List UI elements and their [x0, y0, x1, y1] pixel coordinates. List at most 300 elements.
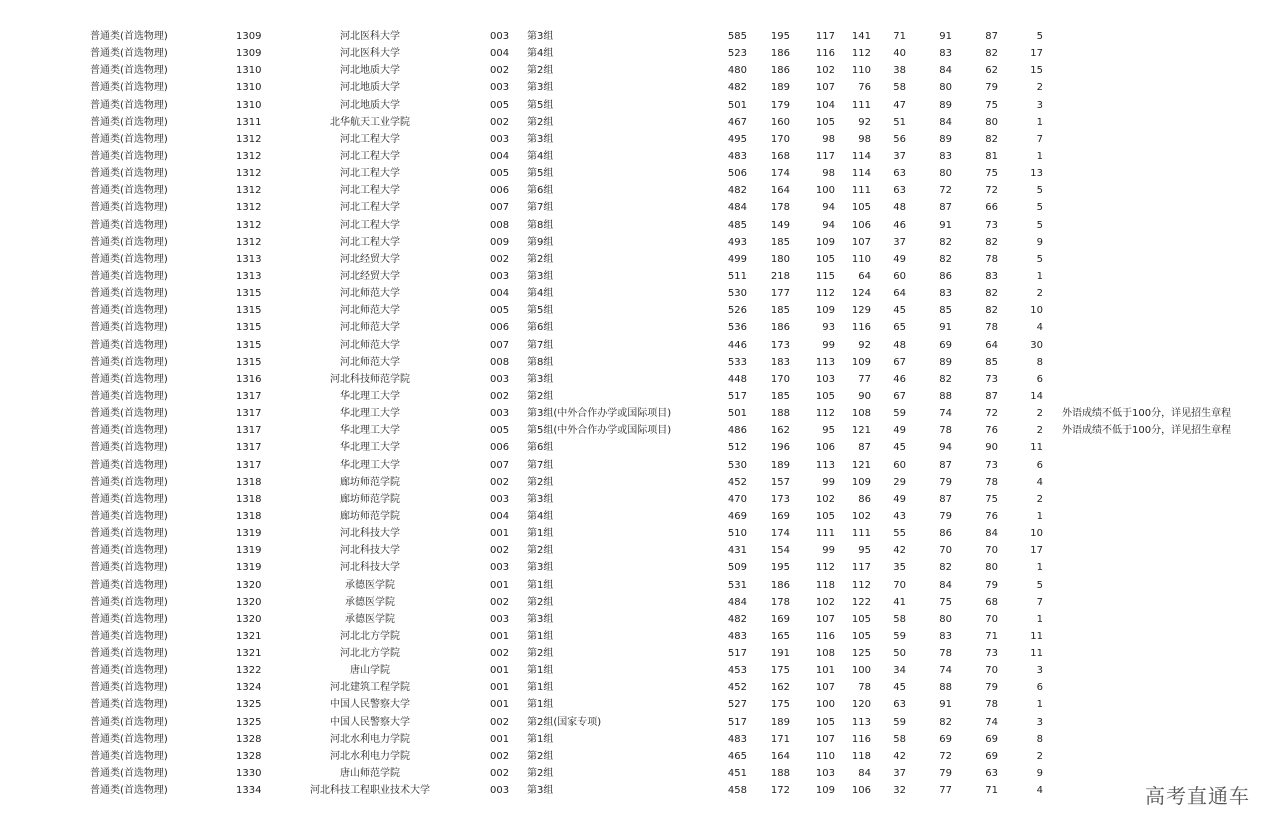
score-cell-3: 99	[822, 476, 835, 488]
count-cell: 4	[1036, 476, 1043, 488]
school-code-cell: 1312	[236, 236, 262, 248]
group-name-cell: 第6组	[527, 322, 554, 334]
count-cell: 11	[1030, 442, 1043, 454]
school-name-cell: 河北科技师范学院	[330, 373, 410, 385]
table-row	[0, 337, 1280, 354]
score-cell-7: 90	[985, 442, 998, 454]
school-name-cell: 河北科技大学	[340, 562, 400, 574]
score-cell-7: 73	[985, 219, 998, 231]
score-cell-3: 104	[815, 99, 835, 111]
group-code-cell: 003	[490, 31, 510, 42]
category-cell: 普通类(首选物理)	[90, 116, 168, 128]
school-name-cell: 河北工程大学	[340, 236, 400, 248]
score-cell-7: 79	[985, 82, 998, 94]
score-cell-6: 77	[939, 785, 952, 797]
score-cell-3: 115	[815, 270, 835, 282]
score-cell-5: 34	[893, 665, 906, 677]
school-name-cell: 河北工程大学	[340, 150, 400, 162]
score-cell-5: 41	[893, 596, 906, 608]
school-code-cell: 1315	[236, 356, 262, 368]
score-cell-5: 63	[893, 699, 906, 711]
score-cell-3: 102	[815, 65, 835, 77]
score-cell-4: 64	[858, 270, 871, 282]
total-score-cell: 506	[727, 168, 747, 180]
school-name-cell: 河北师范大学	[340, 288, 400, 300]
school-code-cell: 1317	[236, 425, 262, 437]
category-cell: 普通类(首选物理)	[90, 562, 168, 574]
score-cell-6: 87	[939, 202, 952, 214]
group-name-cell: 第2组	[527, 545, 554, 557]
school-name-cell: 河北水利电力学院	[330, 750, 410, 762]
total-score-cell: 495	[727, 133, 747, 145]
chinese-math-score-cell: 169	[770, 510, 790, 522]
group-code-cell: 003	[490, 613, 510, 625]
chinese-math-score-cell: 173	[770, 493, 790, 505]
category-cell: 普通类(首选物理)	[90, 596, 168, 608]
school-name-cell: 华北理工大学	[340, 390, 400, 402]
school-code-cell: 1318	[236, 510, 262, 522]
score-cell-5: 32	[893, 785, 906, 797]
total-score-cell: 482	[727, 613, 747, 625]
score-cell-7: 82	[985, 133, 998, 145]
group-code-cell: 002	[490, 768, 510, 780]
group-code-cell: 002	[490, 648, 510, 660]
school-name-cell: 河北师范大学	[340, 305, 400, 317]
table-row	[0, 62, 1280, 79]
group-code-cell: 001	[490, 579, 510, 591]
school-name-cell: 河北工程大学	[340, 202, 400, 214]
school-code-cell: 1310	[236, 99, 262, 111]
score-cell-3: 94	[822, 219, 835, 231]
score-cell-5: 51	[893, 116, 906, 128]
score-cell-4: 110	[851, 65, 871, 77]
score-cell-6: 89	[939, 356, 952, 368]
count-cell: 2	[1036, 288, 1043, 300]
table-row	[0, 748, 1280, 765]
score-cell-4: 111	[851, 99, 871, 111]
group-name-cell: 第7组	[527, 459, 554, 471]
school-name-cell: 河北工程大学	[340, 168, 400, 180]
school-name-cell: 河北科技工程职业技术大学	[310, 785, 430, 797]
school-name-cell: 河北地质大学	[340, 82, 400, 94]
total-score-cell: 480	[727, 65, 747, 77]
school-name-cell: 廊坊师范学院	[340, 493, 400, 505]
school-code-cell: 1320	[236, 613, 262, 625]
score-cell-5: 45	[893, 305, 906, 317]
total-score-cell: 509	[727, 562, 747, 574]
group-name-cell: 第1组	[527, 630, 554, 642]
category-cell: 普通类(首选物理)	[90, 768, 168, 780]
group-code-cell: 009	[490, 236, 510, 248]
school-code-cell: 1328	[236, 750, 262, 762]
group-code-cell: 006	[490, 442, 510, 454]
score-cell-3: 113	[815, 356, 835, 368]
table-row	[0, 525, 1280, 542]
total-score-cell: 501	[727, 99, 747, 111]
count-cell: 30	[1030, 339, 1043, 351]
score-cell-6: 84	[939, 65, 952, 77]
score-cell-3: 103	[815, 373, 835, 385]
score-cell-5: 49	[893, 493, 906, 505]
table-row	[0, 234, 1280, 251]
group-code-cell: 001	[490, 682, 510, 694]
total-score-cell: 483	[727, 733, 747, 745]
group-code-cell: 003	[490, 562, 510, 574]
group-name-cell: 第1组	[527, 579, 554, 591]
category-cell: 普通类(首选物理)	[90, 150, 168, 162]
count-cell: 17	[1030, 545, 1043, 557]
score-cell-5: 42	[893, 750, 906, 762]
school-code-cell: 1311	[236, 116, 262, 128]
count-cell: 17	[1030, 48, 1043, 60]
score-cell-7: 75	[985, 168, 998, 180]
score-cell-4: 106	[851, 219, 871, 231]
score-cell-7: 82	[985, 288, 998, 300]
school-code-cell: 1312	[236, 185, 262, 197]
score-cell-5: 64	[893, 288, 906, 300]
score-cell-3: 107	[815, 613, 835, 625]
total-score-cell: 470	[727, 493, 747, 505]
score-cell-4: 112	[851, 48, 871, 60]
score-cell-7: 73	[985, 648, 998, 660]
score-cell-3: 116	[815, 48, 835, 60]
school-code-cell: 1334	[236, 785, 262, 797]
table-row	[0, 559, 1280, 576]
school-code-cell: 1324	[236, 682, 262, 694]
score-cell-5: 35	[893, 562, 906, 574]
group-name-cell: 第5组	[527, 305, 554, 317]
group-name-cell: 第4组	[527, 150, 554, 162]
chinese-math-score-cell: 185	[770, 305, 790, 317]
score-cell-7: 78	[985, 253, 998, 265]
category-cell: 普通类(首选物理)	[90, 168, 168, 180]
score-cell-3: 112	[815, 408, 835, 420]
score-cell-3: 105	[815, 510, 835, 522]
score-cell-4: 102	[851, 510, 871, 522]
score-cell-7: 76	[985, 510, 998, 522]
group-code-cell: 003	[490, 493, 510, 505]
score-cell-4: 109	[851, 476, 871, 488]
count-cell: 8	[1036, 356, 1043, 368]
count-cell: 3	[1036, 665, 1043, 677]
score-cell-4: 78	[858, 682, 871, 694]
chinese-math-score-cell: 157	[770, 476, 790, 488]
score-cell-3: 105	[815, 253, 835, 265]
school-code-cell: 1315	[236, 288, 262, 300]
table-row	[0, 371, 1280, 388]
category-cell: 普通类(首选物理)	[90, 665, 168, 677]
score-cell-7: 73	[985, 459, 998, 471]
score-cell-5: 55	[893, 528, 906, 540]
chinese-math-score-cell: 180	[770, 253, 790, 265]
school-name-cell: 河北工程大学	[340, 185, 400, 197]
score-cell-6: 82	[939, 373, 952, 385]
score-cell-5: 49	[893, 425, 906, 437]
total-score-cell: 446	[727, 339, 747, 351]
score-cell-3: 111	[815, 528, 835, 540]
table-row	[0, 182, 1280, 199]
score-cell-5: 58	[893, 613, 906, 625]
group-code-cell: 002	[490, 750, 510, 762]
group-code-cell: 002	[490, 253, 510, 265]
score-cell-4: 95	[858, 545, 871, 557]
school-name-cell: 唐山学院	[350, 665, 390, 677]
school-code-cell: 1315	[236, 322, 262, 334]
score-cell-7: 82	[985, 305, 998, 317]
count-cell: 5	[1036, 202, 1043, 214]
count-cell: 1	[1036, 150, 1043, 162]
score-cell-4: 105	[851, 202, 871, 214]
score-cell-3: 105	[815, 116, 835, 128]
table-row	[0, 28, 1280, 45]
count-cell: 7	[1036, 596, 1043, 608]
group-name-cell: 第1组	[527, 682, 554, 694]
school-code-cell: 1319	[236, 528, 262, 540]
score-cell-6: 86	[939, 528, 952, 540]
score-cell-3: 107	[815, 682, 835, 694]
table-row	[0, 679, 1280, 696]
score-cell-7: 81	[985, 150, 998, 162]
score-cell-7: 69	[985, 750, 998, 762]
group-code-cell: 005	[490, 168, 510, 180]
table-row	[0, 714, 1280, 731]
chinese-math-score-cell: 186	[770, 65, 790, 77]
school-name-cell: 河北水利电力学院	[330, 733, 410, 745]
count-cell: 14	[1030, 390, 1043, 402]
score-cell-4: 92	[858, 116, 871, 128]
category-cell: 普通类(首选物理)	[90, 528, 168, 540]
score-cell-4: 87	[858, 442, 871, 454]
school-name-cell: 承德医学院	[345, 613, 395, 625]
count-cell: 15	[1030, 65, 1043, 77]
score-cell-3: 109	[815, 305, 835, 317]
total-score-cell: 501	[727, 408, 747, 420]
score-cell-7: 70	[985, 613, 998, 625]
chinese-math-score-cell: 160	[770, 116, 790, 128]
count-cell: 2	[1036, 750, 1043, 762]
score-cell-3: 117	[815, 31, 835, 42]
score-cell-4: 77	[858, 373, 871, 385]
score-cell-4: 124	[851, 288, 871, 300]
table-row	[0, 611, 1280, 628]
score-cell-7: 71	[985, 785, 998, 797]
group-name-cell: 第2组	[527, 768, 554, 780]
total-score-cell: 467	[727, 116, 747, 128]
score-cell-5: 58	[893, 733, 906, 745]
group-code-cell: 003	[490, 133, 510, 145]
score-cell-6: 82	[939, 716, 952, 728]
score-cell-4: 117	[851, 562, 871, 574]
score-cell-4: 112	[851, 579, 871, 591]
category-cell: 普通类(首选物理)	[90, 270, 168, 282]
note-cell: 外语成绩不低于100分，详见招生章程	[1062, 425, 1232, 437]
school-name-cell: 华北理工大学	[340, 459, 400, 471]
chinese-math-score-cell: 186	[770, 579, 790, 591]
chinese-math-score-cell: 164	[770, 185, 790, 197]
total-score-cell: 452	[727, 476, 747, 488]
category-cell: 普通类(首选物理)	[90, 339, 168, 351]
table-row	[0, 594, 1280, 611]
group-name-cell: 第9组	[527, 236, 554, 248]
table-row	[0, 165, 1280, 182]
score-cell-6: 91	[939, 31, 952, 42]
score-cell-5: 58	[893, 82, 906, 94]
score-cell-7: 76	[985, 425, 998, 437]
score-cell-7: 70	[985, 545, 998, 557]
group-name-cell: 第3组	[527, 785, 554, 797]
chinese-math-score-cell: 195	[770, 31, 790, 42]
count-cell: 2	[1036, 82, 1043, 94]
score-cell-3: 110	[815, 750, 835, 762]
category-cell: 普通类(首选物理)	[90, 648, 168, 660]
score-cell-5: 70	[893, 579, 906, 591]
total-score-cell: 585	[727, 31, 747, 42]
group-name-cell: 第3组	[527, 133, 554, 145]
group-code-cell: 005	[490, 99, 510, 111]
score-cell-3: 109	[815, 785, 835, 797]
chinese-math-score-cell: 188	[770, 408, 790, 420]
score-cell-7: 71	[985, 630, 998, 642]
group-name-cell: 第2组	[527, 596, 554, 608]
category-cell: 普通类(首选物理)	[90, 425, 168, 437]
score-cell-7: 80	[985, 116, 998, 128]
score-cell-7: 73	[985, 373, 998, 385]
score-cell-7: 74	[985, 716, 998, 728]
score-cell-6: 80	[939, 613, 952, 625]
total-score-cell: 517	[727, 648, 747, 660]
total-score-cell: 458	[727, 785, 747, 797]
chinese-math-score-cell: 196	[770, 442, 790, 454]
category-cell: 普通类(首选物理)	[90, 459, 168, 471]
chinese-math-score-cell: 168	[770, 150, 790, 162]
category-cell: 普通类(首选物理)	[90, 322, 168, 334]
total-score-cell: 484	[727, 202, 747, 214]
school-name-cell: 北华航天工业学院	[330, 116, 410, 128]
category-cell: 普通类(首选物理)	[90, 236, 168, 248]
group-name-cell: 第3组	[527, 493, 554, 505]
count-cell: 2	[1036, 425, 1043, 437]
table-row	[0, 491, 1280, 508]
score-cell-6: 83	[939, 48, 952, 60]
group-name-cell: 第5组	[527, 99, 554, 111]
group-code-cell: 003	[490, 82, 510, 94]
score-cell-3: 116	[815, 630, 835, 642]
group-name-cell: 第2组(国家专项)	[527, 716, 602, 728]
score-cell-5: 40	[893, 48, 906, 60]
school-name-cell: 河北北方学院	[340, 630, 400, 642]
chinese-math-score-cell: 149	[770, 219, 790, 231]
school-name-cell: 河北地质大学	[340, 99, 400, 111]
score-cell-6: 72	[939, 750, 952, 762]
chinese-math-score-cell: 171	[770, 733, 790, 745]
table-row	[0, 45, 1280, 62]
total-score-cell: 451	[727, 768, 747, 780]
score-cell-7: 78	[985, 322, 998, 334]
score-cell-4: 105	[851, 613, 871, 625]
chinese-math-score-cell: 186	[770, 322, 790, 334]
chinese-math-score-cell: 175	[770, 665, 790, 677]
score-cell-4: 92	[858, 339, 871, 351]
group-code-cell: 005	[490, 425, 510, 437]
chinese-math-score-cell: 175	[770, 699, 790, 711]
score-cell-5: 59	[893, 716, 906, 728]
chinese-math-score-cell: 174	[770, 528, 790, 540]
total-score-cell: 530	[727, 288, 747, 300]
score-cell-3: 100	[815, 699, 835, 711]
group-name-cell: 第3组(中外合作办学或国际项目)	[527, 408, 672, 420]
count-cell: 10	[1030, 528, 1043, 540]
note-cell: 外语成绩不低于100分，详见招生章程	[1062, 408, 1232, 420]
school-code-cell: 1310	[236, 65, 262, 77]
school-name-cell: 河北地质大学	[340, 65, 400, 77]
school-code-cell: 1309	[236, 31, 262, 42]
group-code-cell: 002	[490, 116, 510, 128]
score-cell-3: 102	[815, 596, 835, 608]
score-cell-6: 89	[939, 99, 952, 111]
group-name-cell: 第1组	[527, 528, 554, 540]
score-cell-6: 74	[939, 408, 952, 420]
school-code-cell: 1315	[236, 305, 262, 317]
school-name-cell: 华北理工大学	[340, 442, 400, 454]
score-cell-7: 82	[985, 48, 998, 60]
table-row	[0, 354, 1280, 371]
school-code-cell: 1317	[236, 459, 262, 471]
category-cell: 普通类(首选物理)	[90, 510, 168, 522]
group-code-cell: 001	[490, 630, 510, 642]
count-cell: 8	[1036, 733, 1043, 745]
chinese-math-score-cell: 185	[770, 390, 790, 402]
group-code-cell: 002	[490, 716, 510, 728]
count-cell: 3	[1036, 99, 1043, 111]
total-score-cell: 465	[727, 750, 747, 762]
score-cell-3: 102	[815, 493, 835, 505]
score-cell-5: 67	[893, 356, 906, 368]
score-cell-4: 110	[851, 253, 871, 265]
score-cell-3: 112	[815, 562, 835, 574]
category-cell: 普通类(首选物理)	[90, 305, 168, 317]
total-score-cell: 484	[727, 596, 747, 608]
score-cell-7: 64	[985, 339, 998, 351]
score-cell-6: 79	[939, 510, 952, 522]
school-code-cell: 1317	[236, 408, 262, 420]
school-code-cell: 1312	[236, 133, 262, 145]
school-code-cell: 1318	[236, 476, 262, 488]
group-code-cell: 004	[490, 48, 510, 60]
table-row	[0, 577, 1280, 594]
score-cell-6: 79	[939, 476, 952, 488]
chinese-math-score-cell: 186	[770, 48, 790, 60]
score-cell-4: 121	[851, 459, 871, 471]
score-cell-4: 100	[851, 665, 871, 677]
table-row	[0, 405, 1280, 422]
table-row	[0, 199, 1280, 216]
score-cell-3: 113	[815, 459, 835, 471]
category-cell: 普通类(首选物理)	[90, 31, 168, 42]
school-code-cell: 1309	[236, 48, 262, 60]
total-score-cell: 533	[727, 356, 747, 368]
group-name-cell: 第1组	[527, 733, 554, 745]
count-cell: 6	[1036, 682, 1043, 694]
count-cell: 1	[1036, 699, 1043, 711]
table-row	[0, 474, 1280, 491]
category-cell: 普通类(首选物理)	[90, 716, 168, 728]
count-cell: 3	[1036, 716, 1043, 728]
score-cell-7: 75	[985, 99, 998, 111]
count-cell: 6	[1036, 459, 1043, 471]
school-code-cell: 1312	[236, 168, 262, 180]
score-cell-6: 91	[939, 322, 952, 334]
school-code-cell: 1317	[236, 442, 262, 454]
